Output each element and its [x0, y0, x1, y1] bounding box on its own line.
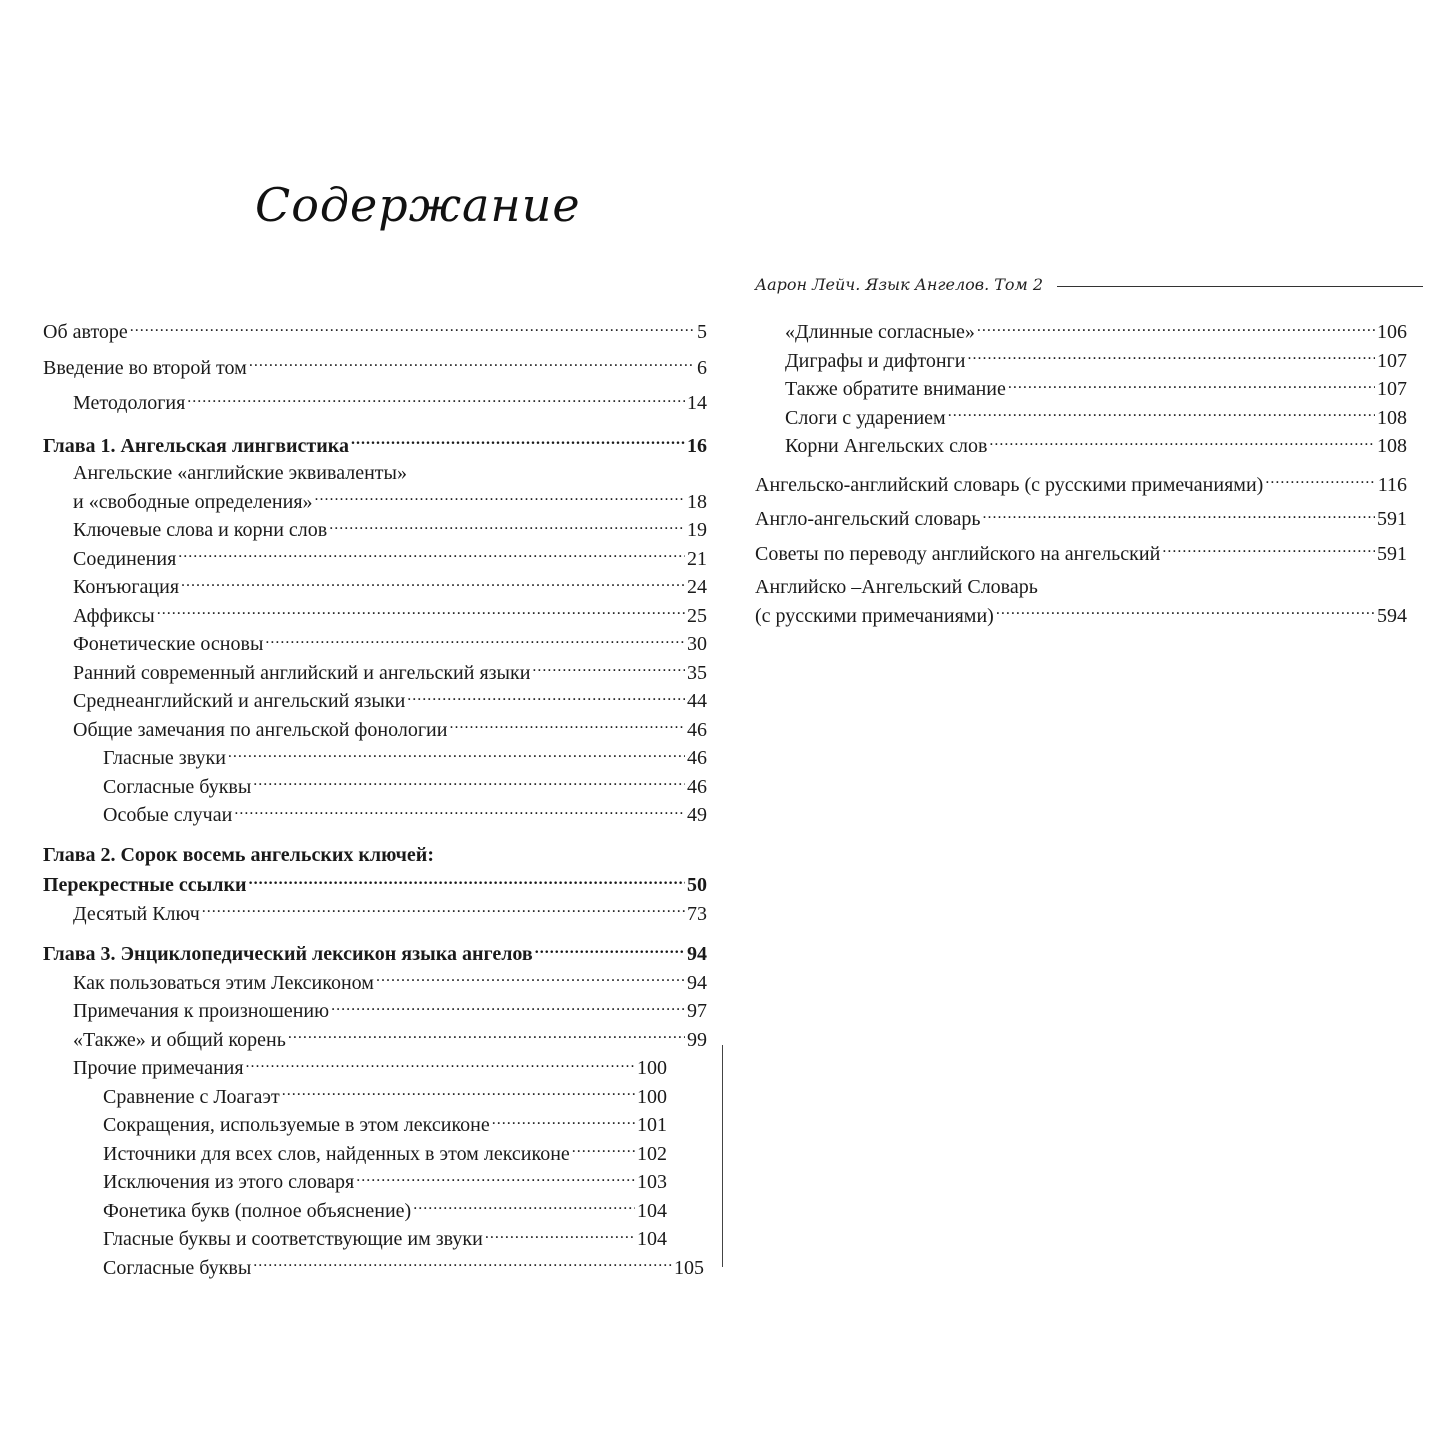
toc-entry[interactable] [43, 969, 707, 998]
toc-entry-label: Слоги с ударением [785, 406, 946, 429]
leader-dots [572, 1140, 635, 1160]
toc-page-number: 25 [687, 604, 707, 627]
toc-entry-label: Глава 3. Энциклопедический лексикон языка ангелов [43, 943, 533, 965]
toc-page-number: 18 [687, 490, 707, 513]
toc-page-number: 49 [687, 804, 707, 826]
toc-entry-label: Фонетика букв (полное объяснение) [103, 1199, 412, 1222]
toc-entry[interactable] [43, 997, 707, 1026]
toc-entry-label: Согласные буквы [103, 775, 252, 798]
leader-dots [948, 404, 1375, 424]
toc-page-number: 99 [687, 1028, 707, 1051]
toc-page-number: 108 [1377, 435, 1407, 457]
toc-entry-label: Методология [73, 392, 186, 414]
toc-entry-label: Советы по переводу английского на ангельский [755, 542, 1161, 565]
toc-entry-label: Соединения [73, 547, 177, 570]
leader-dots [282, 1083, 635, 1103]
toc-page-number: 105 [674, 1256, 704, 1279]
toc-page-number: 104 [637, 1199, 667, 1222]
toc-entry[interactable] [43, 1197, 707, 1226]
toc-entry[interactable] [43, 659, 707, 688]
toc-entry-label: Ключевые слова и корни слов [73, 519, 328, 541]
leader-dots [234, 801, 685, 821]
toc-page-number: 106 [1377, 321, 1407, 343]
toc-page-number: 50 [687, 874, 707, 896]
leader-dots [288, 1026, 685, 1046]
toc-entry[interactable] [43, 744, 707, 773]
header-rule [1057, 286, 1423, 287]
toc-entry-label: Глава 1. Ангельская лингвистика [43, 434, 349, 457]
toc-entry-label-line1: Ангельские «английские эквиваленты» [73, 462, 407, 484]
toc-page-number: 6 [697, 356, 707, 379]
leader-dots [356, 1168, 635, 1188]
toc-entry[interactable] [755, 318, 1407, 347]
toc-entry-label: Прочие примечания [73, 1057, 244, 1079]
toc-page-number: 97 [687, 1000, 707, 1022]
leader-dots [376, 969, 685, 989]
toc-entry[interactable] [43, 318, 707, 347]
leader-dots [265, 630, 685, 650]
toc-page-number: 21 [687, 547, 707, 570]
toc-entry[interactable] [755, 471, 1407, 500]
toc-entry-label: Диграфы и дифтонги [785, 349, 966, 372]
leader-dots [977, 318, 1375, 338]
toc-entry[interactable] [43, 1054, 707, 1083]
toc-entry-label: Сравнение с Лоагаэт [103, 1085, 280, 1108]
toc-page-number: 107 [1377, 349, 1407, 372]
toc-entry[interactable] [43, 1168, 707, 1197]
toc-entry[interactable] [43, 716, 707, 745]
toc-entry-label: Сокращения, используемые в этом лексиконе [103, 1114, 490, 1136]
toc-entry-label: Примечания к произношению [73, 1000, 330, 1022]
toc-left-column [43, 318, 707, 1282]
toc-page-number: 100 [637, 1085, 667, 1108]
toc-page-number: 5 [697, 321, 707, 343]
leader-dots [492, 1111, 635, 1131]
toc-entry-label: «Также» и общий корень [73, 1028, 286, 1051]
leader-dots [407, 687, 685, 707]
toc-entry[interactable] [43, 545, 707, 574]
toc-entry-label: Фонетические основы [73, 633, 264, 655]
leader-dots [989, 432, 1375, 452]
toc-entry[interactable] [755, 347, 1407, 376]
toc-page-number: 594 [1377, 604, 1407, 627]
toc-entry[interactable] [755, 432, 1407, 461]
toc-page-number: 46 [687, 718, 707, 741]
toc-entry[interactable] [43, 1254, 707, 1283]
toc-entry-label: Англо-ангельский словарь [755, 508, 981, 530]
toc-entry[interactable] [43, 801, 707, 830]
toc-entry-label-line1: Английско –Ангельский Словарь [755, 576, 1038, 598]
toc-entry[interactable] [43, 687, 707, 716]
leader-dots [413, 1197, 635, 1217]
toc-page-number: 35 [687, 661, 707, 684]
leader-dots [331, 997, 685, 1017]
running-header [755, 270, 1423, 298]
toc-page-number: 14 [687, 392, 707, 414]
column-divider [722, 1045, 723, 1267]
leader-dots [130, 318, 695, 338]
page-title: Содержание [255, 178, 581, 232]
toc-page-number: 94 [687, 943, 707, 965]
toc-entry-label: Конъюгация [73, 576, 180, 598]
toc-entry-label: Введение во второй том [43, 356, 247, 379]
toc-entry-label: Согласные буквы [103, 1256, 252, 1279]
toc-entry-label: (с русскими примечаниями) [755, 604, 994, 627]
toc-entry[interactable] [755, 602, 1407, 631]
toc-entry[interactable] [43, 516, 707, 545]
toc-entry-label: Гласные буквы и соответствующие им звуки [103, 1228, 483, 1250]
toc-entry[interactable] [43, 900, 707, 929]
leader-dots [532, 659, 685, 679]
toc-page-number: 100 [637, 1057, 667, 1079]
toc-entry[interactable] [43, 573, 707, 602]
toc-page-number: 101 [637, 1114, 667, 1136]
toc-entry-label: Перекрестные ссылки [43, 874, 247, 896]
leader-dots [351, 432, 685, 452]
toc-page-number: 46 [687, 747, 707, 769]
toc-chapter-label-line1: Глава 2. Сорок восемь ангельских ключей: [43, 843, 434, 866]
toc-entry-label: «Длинные согласные» [785, 321, 975, 343]
leader-dots [202, 900, 685, 920]
leader-dots [228, 744, 685, 764]
toc-page-number: 107 [1377, 378, 1407, 400]
toc-entry[interactable] [755, 540, 1407, 569]
toc-entry[interactable] [43, 1111, 707, 1140]
toc-entry-label: Десятый Ключ [73, 902, 200, 925]
leader-dots [249, 871, 685, 891]
toc-entry-label: Как пользоваться этим Лексиконом [73, 971, 374, 994]
leader-dots [485, 1225, 635, 1245]
leader-dots [1265, 471, 1375, 491]
toc-page-number: 73 [687, 902, 707, 925]
leader-dots [1162, 540, 1375, 560]
leader-dots [449, 716, 685, 736]
leader-dots [187, 389, 685, 409]
toc-entry[interactable] [43, 1225, 707, 1254]
toc-entry[interactable] [43, 389, 707, 418]
toc-page-number: 591 [1377, 508, 1407, 530]
toc-page-number: 16 [687, 434, 707, 457]
toc-entry[interactable] [43, 630, 707, 659]
leader-dots [246, 1054, 635, 1074]
leader-dots [249, 354, 695, 374]
toc-page-number: 103 [637, 1171, 667, 1193]
toc-entry[interactable] [755, 375, 1407, 404]
toc-entry-label: Аффиксы [73, 604, 155, 627]
toc-page-number: 19 [687, 519, 707, 541]
toc-entry-label: Ранний современный английский и ангельский языки [73, 661, 531, 684]
toc-entry-label: Особые случаи [103, 804, 233, 826]
toc-entry-label: и «свободные определения» [73, 490, 313, 513]
leader-dots [1008, 375, 1375, 395]
running-header-text: Аарон Лейч. Язык Ангелов. Том 2 [755, 274, 1044, 294]
toc-page-number: 30 [687, 633, 707, 655]
toc-page-number: 24 [687, 576, 707, 598]
toc-chapter-entry[interactable] [43, 871, 707, 900]
toc-entry[interactable] [43, 488, 707, 517]
leader-dots [315, 488, 685, 508]
toc-entry-label: Гласные звуки [103, 747, 226, 769]
toc-chapter-entry[interactable] [43, 940, 707, 969]
toc-page-number: 104 [637, 1228, 667, 1250]
leader-dots [181, 573, 685, 593]
toc-chapter-entry[interactable] [43, 432, 707, 461]
toc-right-column [755, 318, 1407, 630]
toc-entry-label: Об авторе [43, 321, 128, 343]
toc-page-number: 116 [1377, 473, 1407, 496]
toc-entry[interactable] [43, 773, 707, 802]
leader-dots [253, 1254, 672, 1274]
toc-entry-label: Среднеанглийский и ангельский языки [73, 690, 406, 712]
leader-dots [329, 516, 685, 536]
toc-entry[interactable] [43, 354, 707, 383]
toc-page-number: 44 [687, 690, 707, 712]
toc-entry-label: Корни Ангельских слов [785, 435, 988, 457]
toc-page-number: 94 [687, 971, 707, 994]
toc-page-number: 102 [637, 1142, 667, 1165]
toc-entry[interactable] [755, 404, 1407, 433]
leader-dots [967, 347, 1375, 367]
toc-page-number: 108 [1377, 406, 1407, 429]
toc-entry[interactable] [43, 1083, 707, 1112]
toc-entry[interactable] [755, 505, 1407, 534]
toc-entry-label: Общие замечания по ангельской фонологии [73, 718, 448, 741]
toc-entry-label: Исключения из этого словаря [103, 1171, 355, 1193]
toc-entry[interactable] [43, 1140, 707, 1169]
toc-entry[interactable] [43, 602, 707, 631]
leader-dots [253, 773, 685, 793]
leader-dots [535, 940, 685, 960]
toc-page-number: 46 [687, 775, 707, 798]
leader-dots [996, 602, 1375, 622]
leader-dots [157, 602, 685, 622]
toc-entry-label: Ангельско-английский словарь (с русскими примечаниями) [755, 473, 1264, 496]
toc-entry-label: Источники для всех слов, найденных в этом лексиконе [103, 1142, 570, 1165]
leader-dots [178, 545, 685, 565]
toc-entry-label: Также обратите внимание [785, 378, 1006, 400]
leader-dots [983, 505, 1375, 525]
toc-entry[interactable] [43, 1026, 707, 1055]
toc-page-number: 591 [1377, 542, 1407, 565]
